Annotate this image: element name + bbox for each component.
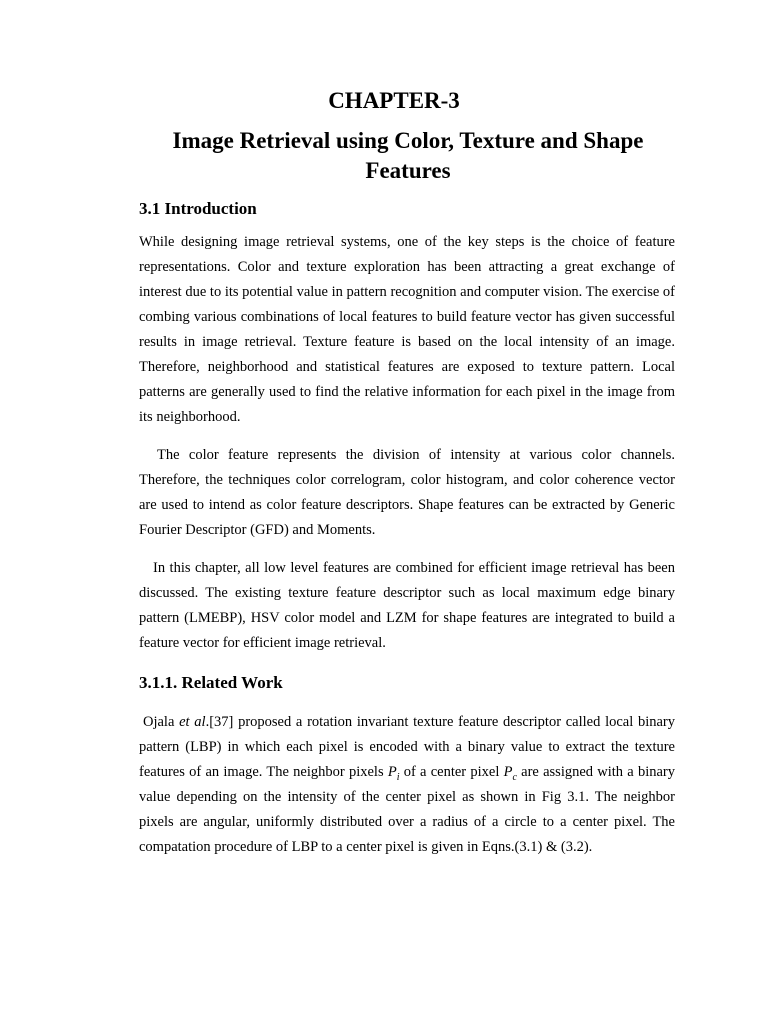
chapter-title: Image Retrieval using Color, Texture and Shape Features [172, 128, 644, 183]
intro-paragraph-3: In this chapter, all low level features are combined for efficient image retrieval has been discussed. The existing texture feature descriptor such as local maximum edge binary pattern (LMEBP), HSV color model and LZM for shape features are integrated to build a feature vector for efficient image retrieval. [139, 560, 675, 651]
related-work-paragraph [139, 710, 675, 860]
related-text-part-3: are assigned with a binary value depending on the intensity of the center pixel as shown in Fig 3.1. The neighbor pixels are angular, uniformly distributed over a radius of a circle to a center pixel. The compatation procedure of LBP to a center pixel is given in Eqns.(3.1) & (3.2). [139, 764, 676, 855]
intro-paragraph-2: The color feature represents the division of intensity at various color channels. Therefore, the techniques color correlogram, color histogram, and color coherence vector are used to intend as color feature descriptors. Shape features can be extracted by Generic Fourier Descriptor (GFD) and Moments. [139, 447, 675, 538]
intro-paragraph-1: While designing image retrieval systems, one of the key steps is the choice of feature representations. Color and texture exploration has been attracting a great exchange of interest due to its potential value in pattern recognition and computer vision. The exercise of combing various combinations of local features to build feature vector has given successful results in image retrieval. Texture feature is based on the local intensity of an image. Therefore, neighborhood and statistical features are exposed to texture pattern. Local patterns are generally used to find the relative information for each pixel in the image from its neighborhood. [139, 234, 675, 425]
section-heading-introduction: 3.1 Introduction [139, 199, 257, 218]
center-pixel-symbol: $P_c$ [503, 764, 517, 783]
neighbor-pixel-symbol: $P_i$ [387, 764, 400, 783]
author-name: Ojala [143, 714, 180, 730]
et-al-text: et al [179, 714, 206, 730]
section-heading-related-work: 3.1.1. Related Work [139, 673, 283, 692]
related-text-part-2: of a center pixel [399, 764, 504, 780]
related-text-part-1: .[37] proposed a rotation invariant texture feature descriptor called local binary pattern (LBP) in which each pixel is encoded with a binary value to extract the texture features of an image. The neighbor pixels [139, 714, 676, 780]
chapter-number: CHAPTER-3 [328, 88, 460, 113]
